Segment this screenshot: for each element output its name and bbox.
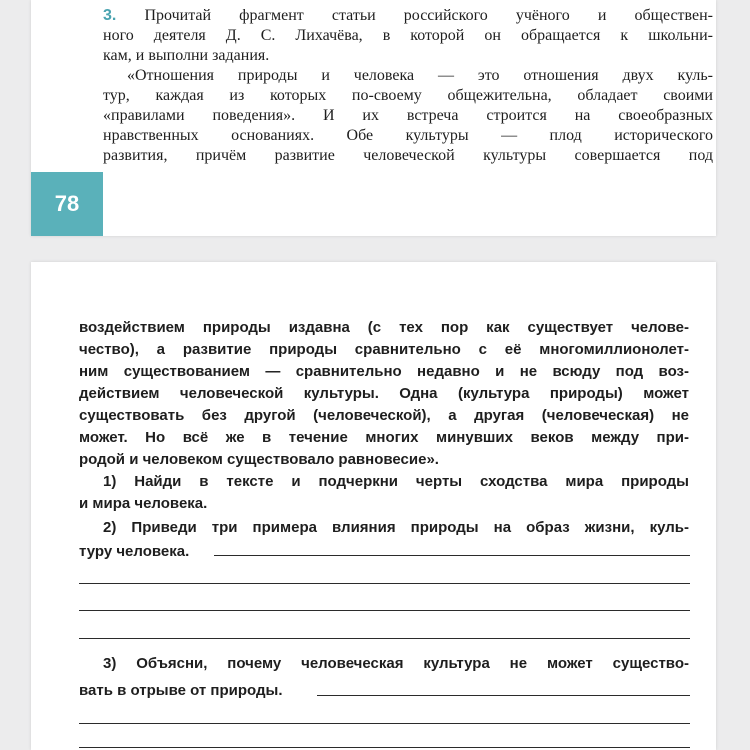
answer-line[interactable] (79, 610, 690, 611)
page-number: 78 (31, 172, 103, 236)
answer-line[interactable] (214, 555, 690, 556)
task1-line-1: 1) Найди в тексте и подчеркни черты сходства мира природы (103, 473, 689, 490)
task1-line-2: и мира человека. (79, 495, 208, 512)
answer-line[interactable] (317, 695, 690, 696)
text-line-4: действием человеческой культуры. Одна (культура природы) может (79, 385, 689, 402)
intro-line-3: кам, и выполни задания. (103, 47, 270, 64)
task3-line-1: 3) Объясни, почему человеческая культура не может существо- (103, 655, 689, 672)
task2-line-1: 2) Приведи три примера влияния природы на образ жизни, куль- (103, 519, 689, 536)
answer-line[interactable] (79, 747, 690, 748)
text-line-7: родой и человеком существовало равновесие». (79, 451, 439, 468)
text-line-5: существовать без другой (человеческой), а другая (человеческая) не (79, 407, 689, 424)
textbook-page-top (31, 0, 716, 236)
text-line-3: ним существованием — сравнительно недавно и не всюду под воз- (79, 363, 689, 380)
textbook-page-bottom (31, 262, 716, 750)
answer-line[interactable] (79, 723, 690, 724)
answer-line[interactable] (79, 583, 690, 584)
task-number: 3. (103, 7, 117, 24)
quote-line-2: тур, каждая из которых по-своему общежительна, обладает своими (103, 87, 713, 104)
task3-line-2: вать в отрыве от природы. (79, 682, 283, 699)
quote-line-1: «Отношения природы и человека — это отношения двух куль- (127, 67, 713, 84)
task2-line-2: туру человека. (79, 543, 190, 560)
intro-line-2: ного деятеля Д. С. Лихачёва, в которой он обращается к школьни- (103, 27, 713, 44)
quote-line-4: нравственных основаниях. Обе культуры — плод исторического (103, 127, 713, 144)
text-line-2: чество), а развитие природы сравнительно с её многомиллионолет- (79, 341, 689, 358)
text-line-6: может. Но всё же в течение многих минувших веков между при- (79, 429, 689, 446)
intro-line-1: 3. Прочитай фрагмент статьи российского учёного и обществен- (103, 7, 713, 24)
answer-line[interactable] (79, 638, 690, 639)
text-line-1: воздействием природы издавна (с тех пор как существует челове- (79, 319, 689, 336)
quote-line-5: развития, причём развитие человеческой культуры совершается под (103, 147, 713, 164)
quote-line-3: «правилами поведения». И их встреча строится на своеобразных (103, 107, 713, 124)
